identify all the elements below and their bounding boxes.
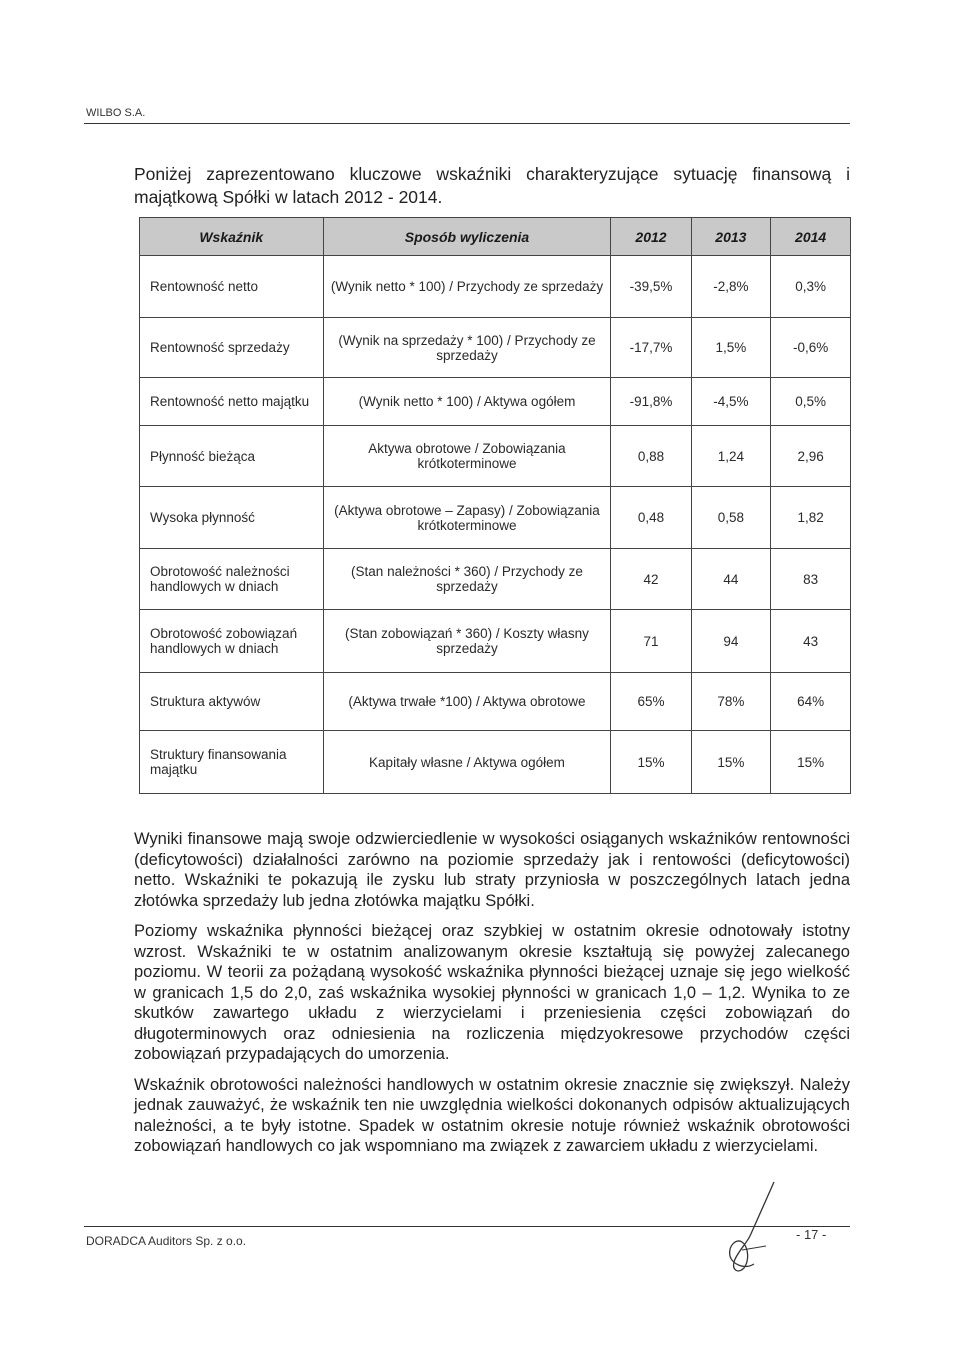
ratio-method: Kapitały własne / Aktywa ogółem bbox=[323, 731, 611, 794]
ratio-name: Rentowność netto bbox=[140, 256, 324, 318]
table-row bbox=[140, 549, 851, 610]
ratio-method: (Wynik netto * 100) / Aktywa ogółem bbox=[323, 378, 611, 426]
ratio-method: (Stan należności * 360) / Przychody ze sprzedaży bbox=[323, 549, 611, 610]
header-year-2012: 2012 bbox=[611, 218, 691, 256]
ratio-method: (Aktywa obrotowe – Zapasy) / Zobowiązania krótkoterminowe bbox=[323, 487, 611, 549]
ratio-value-2012: 0,88 bbox=[611, 426, 691, 487]
ratio-name: Wysoka płynność bbox=[140, 487, 324, 549]
ratio-value-2012: 15% bbox=[611, 731, 691, 794]
ratio-method: (Aktywa trwałe *100) / Aktywa obrotowe bbox=[323, 673, 611, 731]
ratio-name: Płynność bieżąca bbox=[140, 426, 324, 487]
ratio-value-2013: 94 bbox=[691, 610, 771, 673]
ratio-value-2012: 0,48 bbox=[611, 487, 691, 549]
ratio-value-2013: 44 bbox=[691, 549, 771, 610]
ratio-name: Struktura aktywów bbox=[140, 673, 324, 731]
paragraph-turnover: Wskaźnik obrotowości należności handlowych w ostatnim okresie znacznie się zwiększył. Należy jednak zauważyć, że wskaźnik ten nie uwzględnia wielkości dokonanych odpisów aktualizujących należności, a te były istotne. Spadek w ostatnim okresie notuje również wskaźnik obrotowości zobowiązań handlowych co jak wspomniano ma związek z zawarciem układu z wierzycielami. bbox=[134, 1075, 850, 1155]
ratio-value-2014: 2,96 bbox=[771, 426, 851, 487]
ratio-method: (Wynik netto * 100) / Przychody ze sprzedaży bbox=[323, 256, 611, 318]
analysis-text bbox=[134, 829, 850, 1167]
ratio-value-2014: 15% bbox=[771, 731, 851, 794]
ratio-name: Rentowność sprzedaży bbox=[140, 318, 324, 378]
paragraph-profitability: Wyniki finansowe mają swoje odzwierciedlenie w wysokości osiąganych wskaźników rentowności (deficytowości) działalności zarówno na poziomie sprzedaży jak i rentowości (deficytowości) netto. Wskaźniki te pokazują ile zysku lub straty przyniosła w poszczególnych latach jedna złotówka sprzedaży lub jedna złotówka majątku Spółki. bbox=[134, 830, 850, 910]
ratio-name: Obrotowość zobowiązań handlowych w dniach bbox=[140, 610, 324, 673]
ratio-name: Rentowność netto majątku bbox=[140, 378, 324, 426]
ratio-method: (Stan zobowiązań * 360) / Koszty własny sprzedaży bbox=[323, 610, 611, 673]
ratio-method: (Wynik na sprzedaży * 100) / Przychody ze sprzedaży bbox=[323, 318, 611, 378]
table-row bbox=[140, 673, 851, 731]
ratio-value-2014: 0,5% bbox=[771, 378, 851, 426]
footer-divider bbox=[84, 1226, 850, 1227]
paragraph-liquidity: Poziomy wskaźnika płynności bieżącej oraz szybkiej w ostatnim okresie odnotowały istotny wzrost. Wskaźniki te w ostatnim analizowanym okresie kształtują się powyżej zalecanego poziomu. W teorii za pożądaną wysokość wskaźnika płynności bieżącej uznaje się jego wielkość w granicach 1,5 do 2,0, zaś wskaźnika wysokiej płynności w granicach 1,0 – 1,2. Wynika to ze skutków zawartego układu z wierzycielami i przeniesienia części zobowiązań do długoterminowych oraz odniesienia na rozliczenia międzyokresowe przychodów części zobowiązań przypadających do umorzenia. bbox=[134, 922, 850, 1063]
table-row bbox=[140, 426, 851, 487]
table-row bbox=[140, 256, 851, 318]
header-divider bbox=[84, 123, 850, 124]
header-year-2014: 2014 bbox=[771, 218, 851, 256]
header-method: Sposób wyliczenia bbox=[323, 218, 611, 256]
ratio-value-2012: -17,7% bbox=[611, 318, 691, 378]
ratio-value-2013: 15% bbox=[691, 731, 771, 794]
ratio-value-2012: 42 bbox=[611, 549, 691, 610]
ratio-value-2014: 43 bbox=[771, 610, 851, 673]
ratio-method: Aktywa obrotowe / Zobowiązania krótkoterminowe bbox=[323, 426, 611, 487]
ratio-value-2012: 65% bbox=[611, 673, 691, 731]
signature-icon bbox=[722, 1180, 782, 1280]
ratio-value-2013: -4,5% bbox=[691, 378, 771, 426]
intro-paragraph: Poniżej zaprezentowano kluczowe wskaźniki charakteryzujące sytuację finansową i majątkową Spółki w latach 2012 - 2014. bbox=[134, 164, 850, 207]
ratio-value-2013: 0,58 bbox=[691, 487, 771, 549]
header-indicator: Wskaźnik bbox=[140, 218, 324, 256]
ratio-value-2014: -0,6% bbox=[771, 318, 851, 378]
page-number: - 17 - bbox=[796, 1227, 827, 1242]
financial-ratios-table bbox=[139, 217, 851, 794]
ratio-value-2013: -2,8% bbox=[691, 256, 771, 318]
ratio-value-2014: 0,3% bbox=[771, 256, 851, 318]
ratio-value-2014: 64% bbox=[771, 673, 851, 731]
table-row bbox=[140, 731, 851, 794]
table-row bbox=[140, 487, 851, 549]
ratio-value-2013: 1,24 bbox=[691, 426, 771, 487]
ratio-value-2013: 78% bbox=[691, 673, 771, 731]
header-company-name: WILBO S.A. bbox=[86, 107, 146, 119]
ratio-value-2014: 83 bbox=[771, 549, 851, 610]
ratio-value-2013: 1,5% bbox=[691, 318, 771, 378]
ratio-value-2014: 1,82 bbox=[771, 487, 851, 549]
ratio-name: Struktury finansowania majątku bbox=[140, 731, 324, 794]
table-header-row bbox=[140, 218, 851, 256]
footer-company-name: DORADCA Auditors Sp. z o.o. bbox=[86, 1234, 247, 1248]
ratio-name: Obrotowość należności handlowych w dniach bbox=[140, 549, 324, 610]
table-row bbox=[140, 318, 851, 378]
table-row bbox=[140, 610, 851, 673]
table-row bbox=[140, 378, 851, 426]
header-year-2013: 2013 bbox=[691, 218, 771, 256]
ratio-value-2012: -91,8% bbox=[611, 378, 691, 426]
ratio-value-2012: 71 bbox=[611, 610, 691, 673]
ratio-value-2012: -39,5% bbox=[611, 256, 691, 318]
